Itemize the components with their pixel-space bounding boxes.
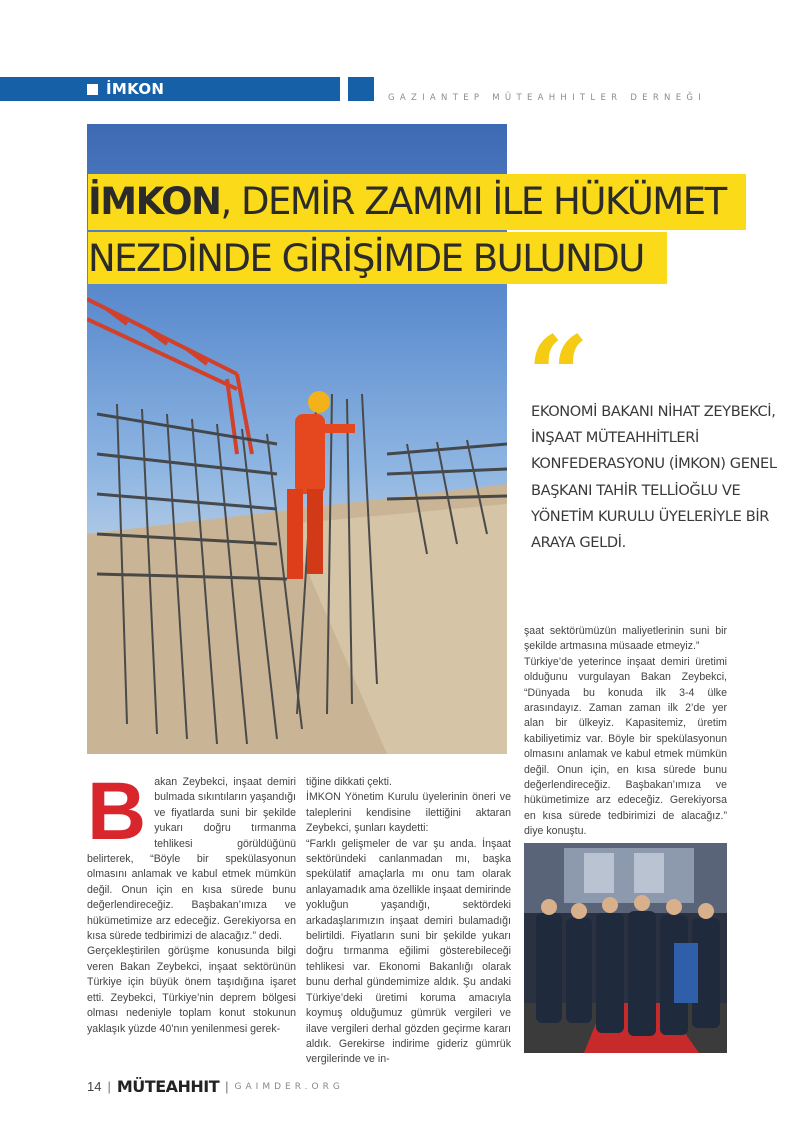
headline-strong: İMKON <box>88 180 221 223</box>
section-square-icon <box>87 84 98 95</box>
quote-mark-icon: “ <box>527 313 590 439</box>
magazine-logo: MÜTEAHHIT <box>116 1077 220 1096</box>
drop-cap: B <box>87 766 147 857</box>
headline-line-1-rest: , DEMİR ZAMMI İLE HÜKÜMET <box>220 180 726 223</box>
article-column-1 <box>87 766 296 1037</box>
footer-separator-2: | <box>225 1079 229 1094</box>
header-accent-block <box>348 77 374 101</box>
footer-separator-1: | <box>107 1079 111 1094</box>
article-column-3: şaat sektörümüzün maliyetlerinin suni bir şekilde artmasına müsaade etmeyiz.” Türkiye’de yeterince inşaat demiri üretimi olduğunu vurgulayan Bakan Zeybekci, “Dünyada bu konuda ilk 3-4 ülke arasındayız. Zaman zaman ilk 2’de yer alan bir ülkeyiz. Kapasitemiz, üretim kabiliyetimiz var. Böyle bir spekülasyonun olmasını anlamak ve kabul etmek mümkün değil. Onun için, en kısa sürede bunu değerlendireceğiz. Başbakan’ımıza ve hükümetimize arz edeceğiz. Gerekiyorsa en kısa sürede tedbirimizi de alacağız.” diye konuştu. <box>524 625 727 838</box>
headline-line-1 <box>88 174 746 230</box>
page-number: 14 <box>87 1079 102 1094</box>
section-label: İMKON <box>106 80 165 98</box>
headline-line-2: NEZDİNDE GİRİŞİMDE BULUNDU <box>88 232 667 284</box>
article-column-1-text: akan Zeybekci, inşaat demiri bulmada sıkıntıların yaşandığı ve fiyatlarda suni bir şekilde yukarı doğru tırmanma tehlikesi görüldüğünü belirterek, “Böyle bir spekülasyonun olmasını anlamak ve kabul etmek mümkün değil. Onun için en kısa sürede bunu değerlendireceğiz. Başbakan’ımıza ve hükümetimize arz edeceğiz. Gerekiyorsa en kısa sürede tedbirimizi de alacağız.” dedi. Gerçekleştirilen görüşme konusunda bilgi veren Bakan Zeybekci, inşaat sektörünün Türkiye için büyük önem taşıdığına işaret etti. Zeybekci, Türkiye’nin deprem bölgesi olması nedeniyle toplam konut stokunun yaklaşık yüzde 40’nın yenilenmesi gerek- <box>87 776 296 1035</box>
pull-quote: EKONOMİ BAKANI NİHAT ZEYBEKCİ, İNŞAAT MÜTEAHHİTLERİ KONFEDERASYONU (İMKON) GENEL BAŞKANI TAHİR TELLİOĞLU VE YÖNETİM KURULU ÜYELERİYLE BİR ARAYA GELDİ. <box>531 403 777 552</box>
website-link[interactable]: GAIMDER.ORG <box>234 1081 344 1092</box>
association-name: GAZIANTEP MÜTEAHHITLER DERNEĞI <box>388 93 707 103</box>
officials-group-photo <box>524 843 727 1053</box>
article-column-2: tiğine dikkati çekti. İMKON Yönetim Kurulu üyelerinin öneri ve taleplerini kendisine ilettiğini aktaran Zeybekci, şunları kaydetti: “Farklı gelişmeler de var şu anda. İnşaat sektöründeki canlanmadan mı, başka spekülatif amaçlarla mı onu tam olarak anlayamadık ama özellikle inşaat demirinde yokluğun yaşandığı, sektördeki arkadaşlarımızın inşaat demiri bulamadığı belirtildi. Fiyatların suni bir şekilde yukarı doğru tırmanma eğilimi gösterebileceği tehlikesi var. Ekonomi Bakanlığı olarak bunu derhal gündemimize aldık. Şu andaki Türkiye’deki üretimi koruma amacıyla koymuş olduğumuz gümrük vergileri ve ilave vergileri derhal gözden geçirme kararı aldık. Gerekirse indirime gideriz gümrük vergilerinde ve in- <box>306 776 511 1066</box>
page-footer <box>87 1077 344 1096</box>
section-header-bar <box>0 77 340 101</box>
